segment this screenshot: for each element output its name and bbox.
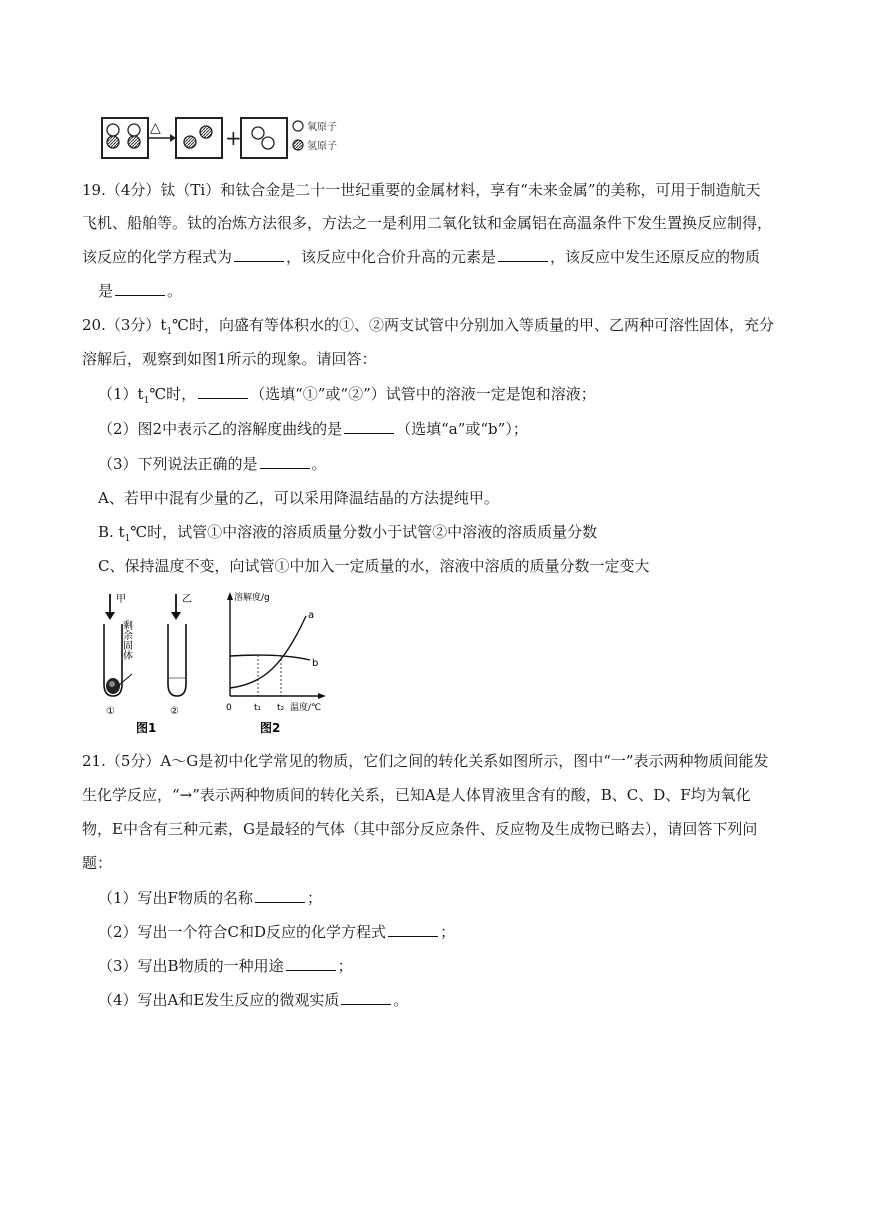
q20-option-c: C、保持温度不变，向试管①中加入一定质量的水，溶液中溶质的质量分数一定变大 [98, 557, 650, 575]
curve-b-label: b [312, 658, 319, 669]
subscript: 1 [143, 396, 150, 406]
q21-sub2-b: ； [440, 923, 456, 941]
q20-line1-a: 20.（3分）t [82, 316, 167, 334]
x-axis-label: 温度/℃ [290, 703, 322, 713]
subscript: 1 [166, 327, 173, 337]
q21-sub1-b: ； [306, 889, 322, 907]
q20-sub3-b: 。 [311, 455, 327, 473]
q19-line3-a: 该反应的化学方程式为 [82, 248, 233, 266]
heat-symbol: △ [150, 120, 161, 136]
figure1-caption: 图1 [136, 721, 157, 735]
answer-blank[interactable] [255, 888, 305, 903]
label-residue: 剩余固体 [120, 620, 132, 660]
q21-line2: 生化学反应，“→”表示两种物质间的转化关系，已知A是人体胃液里含有的酸，B、C、D、F均为氧化 [82, 786, 751, 804]
figure2-caption: 图2 [260, 721, 281, 735]
q21-sub4 [98, 990, 408, 1010]
test-tube-2 [168, 624, 186, 696]
origin-label: 0 [226, 703, 232, 713]
q20-sub2-b: （选填“a”或“b”）； [396, 420, 528, 438]
q21-line3: 物，E中含有三种元素，G是最轻的气体（其中部分反应条件、反应物及生成物已略去），请回答下列问 [82, 820, 758, 838]
figure2-solubility-chart [218, 588, 328, 738]
q20-sub1-b: ℃时， [149, 385, 197, 403]
hydrogen-legend-label: 氢原子 [307, 141, 337, 152]
q19-line4-a: 是 [98, 282, 114, 300]
label-jia: 甲 [116, 594, 126, 605]
q20-sub3-a: （3）下列说法正确的是 [98, 455, 258, 473]
t2-tick: t₂ [277, 703, 285, 713]
q20-option-b-a: B. t [98, 523, 125, 541]
q21-line4: 题： [82, 854, 113, 872]
t1-tick: t₁ [254, 703, 262, 713]
answer-blank[interactable] [115, 281, 165, 296]
y-axis-label: 溶解度/g [234, 593, 270, 603]
molecule-reaction-figure [98, 112, 358, 162]
q21-sub4-b: 。 [393, 991, 409, 1009]
q21-sub3-b: ； [337, 957, 353, 975]
q20-option-a: A、若甲中混有少量的乙，可以采用降温结晶的方法提纯甲。 [98, 489, 499, 507]
q21-sub4-a: （4）写出A和E发生反应的微观实质 [98, 991, 340, 1009]
label-yi: 乙 [182, 594, 192, 605]
q19-line3 [82, 247, 760, 267]
q20-sub1 [98, 384, 596, 411]
q20-option-b-b: ℃时，试管①中溶液的溶质质量分数小于试管②中溶液的溶质质量分数 [130, 523, 598, 541]
q20-sub2 [98, 419, 528, 439]
q21-sub3 [98, 956, 353, 976]
product-box-1 [176, 118, 222, 158]
q21-sub1 [98, 888, 322, 908]
curve-a [230, 616, 306, 688]
tube2-label: ② [170, 706, 179, 717]
q20-sub1-c: （选填“①”或“②”）试管中的溶液一定是饱和溶液； [250, 385, 596, 403]
answer-blank[interactable] [341, 990, 391, 1005]
q20-option-b [98, 522, 597, 549]
q20-line1 [82, 315, 774, 342]
q20-line2: 溶解后，观察到如图1所示的现象。请回答： [82, 350, 377, 368]
hydrogen-legend-icon [293, 140, 303, 150]
q19-line3-b: ，该反应中化合价升高的元素是 [286, 248, 497, 266]
oxygen-legend-icon [293, 121, 303, 131]
subscript: 1 [124, 534, 131, 544]
curve-b [230, 655, 310, 660]
figure1-test-tubes [96, 588, 216, 738]
q21-sub3-a: （3）写出B物质的一种用途 [98, 957, 284, 975]
q19-line4-b: 。 [167, 282, 183, 300]
q21-sub2 [98, 922, 455, 942]
answer-blank[interactable] [286, 956, 336, 971]
q20-sub2-a: （2）图2中表示乙的溶解度曲线的是 [98, 420, 343, 438]
answer-blank[interactable] [260, 454, 310, 469]
curve-a-label: a [308, 610, 315, 621]
plus-symbol: + [225, 126, 242, 150]
q19-line1: 19.（4分）钛（Ti）和钛合金是二十一世纪重要的金属材料，享有“未来金属”的美称，可用于制造航天 [82, 181, 761, 199]
answer-blank[interactable] [388, 922, 438, 937]
answer-blank[interactable] [498, 247, 548, 262]
q20-sub1-a: （1）t [98, 385, 144, 403]
q20-sub3 [98, 454, 327, 474]
q19-line4 [98, 281, 182, 301]
q21-line1: 21.（5分）A～G是初中化学常见的物质，它们之间的转化关系如图所示，图中“一”表示两种物质间能发 [82, 752, 769, 770]
q19-line2: 飞机、船舶等。钛的冶炼方法很多，方法之一是利用二氧化钛和金属铝在高温条件下发生置换反应制得， [82, 214, 773, 232]
answer-blank[interactable] [344, 419, 394, 434]
q21-sub2-a: （2）写出一个符合C和D反应的化学方程式 [98, 923, 387, 941]
tube1-label: ① [106, 706, 115, 717]
q19-line3-c: ，该反应中发生还原反应的物质 [550, 248, 761, 266]
q20-line1-b: ℃时，向盛有等体积水的①、②两支试管中分别加入等质量的甲、乙两种可溶性固体，充分 [172, 316, 774, 334]
q21-sub1-a: （1）写出F物质的名称 [98, 889, 253, 907]
answer-blank[interactable] [234, 247, 284, 262]
answer-blank[interactable] [198, 384, 248, 399]
oxygen-legend-label: 氧原子 [307, 122, 337, 133]
